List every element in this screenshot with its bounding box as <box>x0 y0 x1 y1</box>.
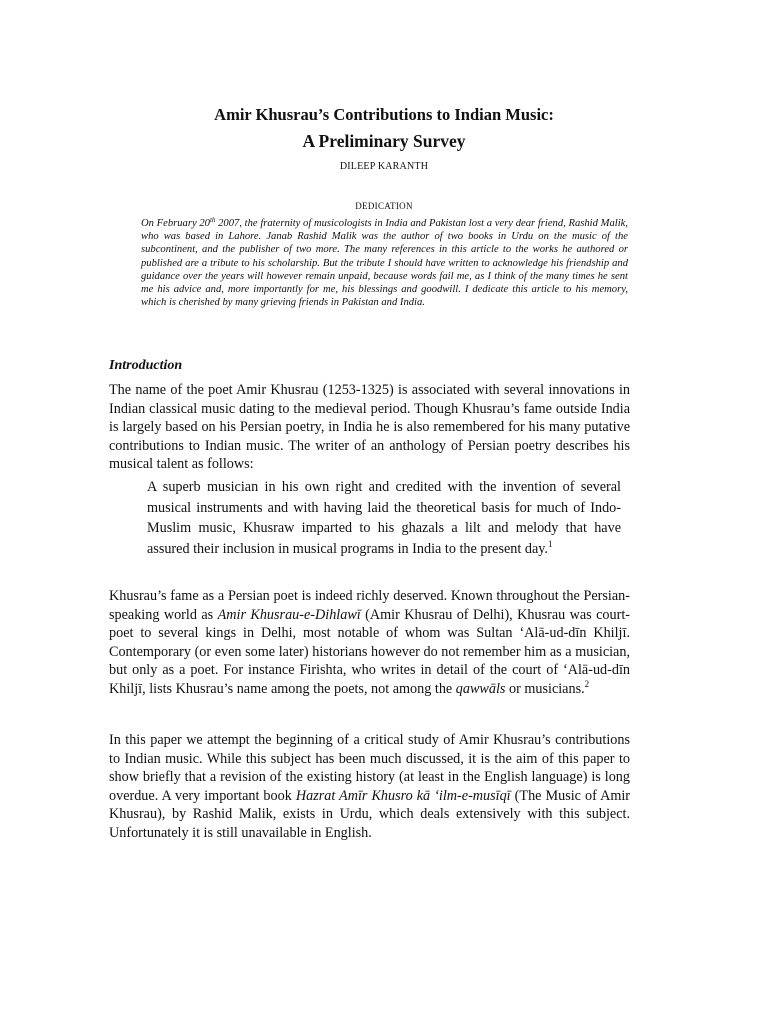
footnote-marker-1: 1 <box>547 538 553 549</box>
footnote-marker-2: 2 <box>584 678 590 689</box>
author-name: DILEEP KARANTH <box>339 161 429 172</box>
para2-italic-term-1: Amir Khusrau-e-Dihlawī <box>217 606 361 623</box>
paper-title: Amir Khusrau’s Contributions to Indian Music: <box>214 105 554 124</box>
dedication-text-start: On February 20 <box>141 218 210 229</box>
dedication-heading: DEDICATION <box>355 201 413 211</box>
para2-text-a: Khusrau’s fame as a Persian poet is indeed richly deserved. Known throughout the Persian-speaking world as <box>109 588 630 623</box>
intro-paragraph-3 <box>109 731 630 842</box>
dedication-text <box>141 217 628 309</box>
section-heading-introduction: Introduction <box>109 358 183 373</box>
block-quote <box>147 477 621 559</box>
para3-text-a: In this paper we attempt the beginning of a critical study of Amir Khusrau’s contributions to Indian music. While this subject has been much discussed, it is the aim of this paper to show briefly that a revision of the existing history (at least in the English language) is long overdue. A very important book <box>109 732 630 804</box>
dedication-text-rest: 2007, the fraternity of musicologists in India and Pakistan lost a very dear friend, Rashid Malik, who was based in Lahore. Janab Rashid Malik was the author of two books in Urdu on the music of the subcontinent, and the publisher of two more. The many references in this article to the works he authored or published are a tribute to his scholarship. But the tribute I should have written to acknowledge his friendship and guidance over the years will however remain unpaid, because words fail me, as I think of the many times he sent me his advice and, more importantly for me, his blessings and goodwill. I dedicate this article to his memory, which is cherished by many grieving friends in Pakistan and India. <box>141 218 628 309</box>
para2-text-c: or musicians. <box>505 680 585 697</box>
dedication-superscript: th <box>209 216 216 224</box>
intro-paragraph-2 <box>109 587 630 698</box>
block-quote-text: A superb musician in his own right and credited with the invention of several musical instruments and with having laid the theoretical basis for much of Indo-Muslim music, Khusraw imparted to his ghazals a lilt and melody that have assured their inclusion in musical programs in India to the present day. <box>147 479 621 557</box>
paper-subtitle: A Preliminary Survey <box>302 131 466 151</box>
para2-italic-term-2: qawwāls <box>455 680 506 697</box>
para3-book-title: Hazrat Amīr Khusro kā ‘ilm-e-musīqī <box>295 787 511 804</box>
intro-paragraph-1: The name of the poet Amir Khusrau (1253-1325) is associated with several innovations in Indian classical music dating to the medieval period. Though Khusrau’s fame outside India is largely based on his Persian poetry, in India he is also remembered for his many putative contributions to Indian music. The writer of an anthology of Persian poetry describes his musical talent as follows: <box>109 382 630 472</box>
para2-text-b: (Amir Khusrau of Delhi), Khusrau was court-poet to several kings in Delhi, most notable of whom was Sultan ‘Alā-ud-dīn Khiljī. Contemporary (or even some later) historians however do not remember him as a musician, but only as a poet. For instance Firishta, who writes in detail of the court of ‘Alā-ud-dīn Khiljī, lists Khusrau’s name among the poets, not among the <box>109 606 630 697</box>
para3-text-b: (The Music of Amir Khusrau), by Rashid Malik, exists in Urdu, which deals extensively with this subject. Unfortunately it is still unavailable in English. <box>109 787 631 841</box>
